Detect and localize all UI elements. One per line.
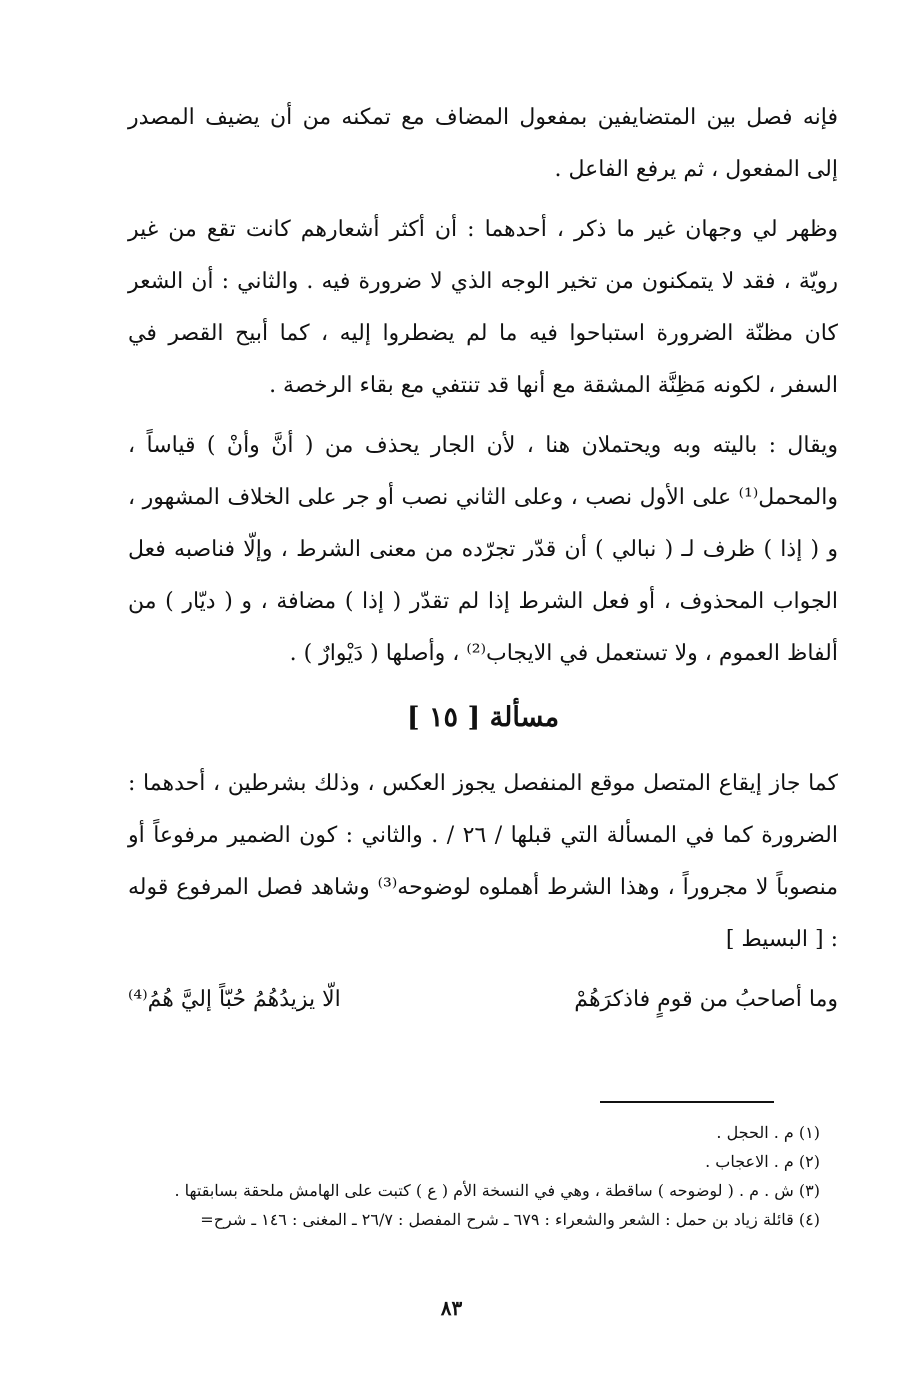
main-text xyxy=(128,92,838,1026)
paragraph-3: ويقال : باليته وبه ويحتملان هنا ، لأن الجار يحذف من ( أنَّ وأنْ ) قياساً ، والمحمل⁽¹⁾ على الأول نصب ، وعلى الثاني نصب أو جر على الخلاف المشهور ، و ( إذا ) ظرف لـ ( نبالي ) أن قدّر تجرّده من معنى الشرط ، وإلّا فناصبه فعل الجواب المحذوف ، أو فعل الشرط إذا لم تقدّر ( إذا ) مضافة ، و ( ديّار ) من ألفاظ العموم ، ولا تستعمل في الايجاب⁽²⁾ ، وأصلها ( دَيْوارٌ ) . xyxy=(128,433,838,666)
footnote-3: (٣) ش . م . ( لوضوحه ) ساقطة ، وهي في النسخة الأم ( ع ) كتبت على الهامش ملحقة بسابقتها . xyxy=(174,1181,820,1200)
verse-second-hemistich: الّا يزيدُهُمُ حُبّاً إليَّ هُمُ⁽⁴⁾ xyxy=(128,987,341,1012)
paragraph-4: كما جاز إيقاع المتصل موقع المنفصل يجوز العكس ، وذلك بشرطين ، أحدهما : الضرورة كما في المسألة التي قبلها / ٢٦ / . والثاني : كون الضمير مرفوعاً أو منصوباً لا مجروراً ، وهذا الشرط أهملوه لوضوحه⁽³⁾ وشاهد فصل المرفوع قوله : [ البسيط ] xyxy=(128,771,838,952)
footnotes xyxy=(130,1118,820,1234)
paragraph-1: فإنه فصل بين المتضايفين بمفعول المضاف مع تمكنه من أن يضيف المصدر إلى المفعول ، ثم يرفع الفاعل . xyxy=(128,105,838,182)
footnote-divider xyxy=(600,1101,774,1103)
poetry-verse xyxy=(128,974,838,1026)
verse-first-hemistich: وما أصاحبُ من قومٍ فاذكرَهُمْ xyxy=(574,987,838,1012)
footnote-4: (٤) قائلة زياد بن حمل : الشعر والشعراء : ٦٧٩ ـ شرح المفصل : ٢٦/٧ ـ المغنى : ١٤٦ ـ شرح= xyxy=(200,1210,820,1229)
paragraph-2: وظهر لي وجهان غير ما ذكر ، أحدهما : أن أكثر أشعارهم كانت تقع من غير رويّة ، فقد لا يتمكنون من تخير الوجه الذي لا ضرورة فيه . والثاني : أن الشعر كان مظنّة الضرورة استباحوا فيه ما لم يضطروا إليه ، كما أبيح القصر في السفر ، لكونه مَظِنَّة المشقة مع أنها قد تنتفي مع بقاء الرخصة . xyxy=(128,217,838,398)
section-heading: مسألة [ ١٥ ] xyxy=(406,702,560,733)
page-number: ٨٣ xyxy=(440,1296,463,1320)
footnote-1: (١) م . الحجل . xyxy=(716,1123,820,1142)
footnote-2: (٢) م . الاعجاب . xyxy=(705,1152,820,1171)
